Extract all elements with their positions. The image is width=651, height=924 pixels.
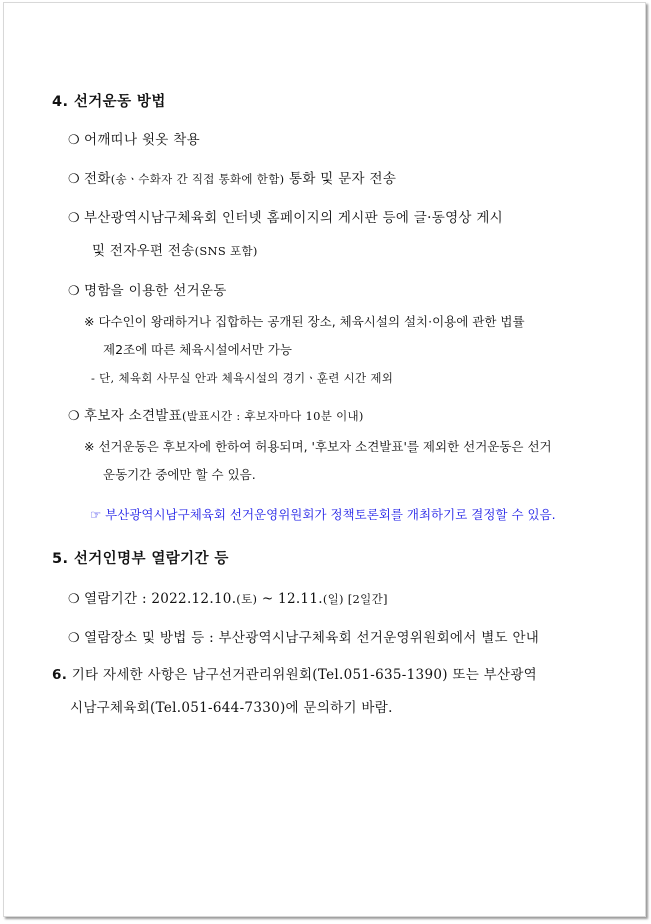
circle-bullet-icon: ❍ <box>68 172 80 187</box>
circle-bullet-icon: ❍ <box>68 631 80 646</box>
pointing-hand-note: ☞ 부산광역시남구체육회 선거운영위원회가 정책토론회를 개최하기로 결정할 수 있음. <box>90 507 556 522</box>
circle-bullet-icon: ❍ <box>68 133 80 148</box>
list-item: ❍ 열람장소 및 방법 등 : 부산광역시남구체육회 선거운영위원회에서 별도 안내 <box>68 630 540 646</box>
circle-bullet-icon: ❍ <box>68 284 80 299</box>
list-item: ❍ 부산광역시남구체육회 인터넷 홈페이지의 게시판 등에 글·동영상 게시 <box>68 210 504 226</box>
section-4-title: 4. 선거운동 방법 <box>52 94 166 110</box>
list-item: ❍ 후보자 소견발표(발표시간 : 후보자마다 10분 이내) <box>68 408 364 424</box>
list-item-continuation: 및 전자우편 전송(SNS 포함) <box>92 243 258 259</box>
circle-bullet-icon: ❍ <box>68 409 80 424</box>
list-item: ❍ 어깨띠나 윗옷 착용 <box>68 132 200 148</box>
list-item: ❍ 전화(송ㆍ수화자 간 직접 통화에 한함) 통화 및 문자 전송 <box>68 171 397 187</box>
list-item: ❍ 열람기간 : 2022.12.10.(토) ~ 12.11.(일) [2일간] <box>68 591 388 607</box>
note-text: - 단, 체육회 사무실 안과 체육시설의 경기ㆍ훈련 시간 제외 <box>91 371 394 385</box>
document-page <box>3 2 646 917</box>
circle-bullet-icon: ❍ <box>68 592 80 607</box>
section-6-line-1: 6. 기타 자세한 사항은 남구선거관리위원회(Tel.051-635-1390) 또는 부산광역 <box>52 667 538 683</box>
section-6-line-2: 시남구체육회(Tel.051-644-7330)에 문의하기 바람. <box>70 700 393 716</box>
section-5-title: 5. 선거인명부 열람기간 등 <box>52 551 229 567</box>
note-text: ※ 선거운동은 후보자에 한하여 허용되며, '후보자 소견발표'를 제외한 선거운동은 선거 <box>84 439 552 454</box>
list-item: ❍ 명함을 이용한 선거운동 <box>68 283 227 299</box>
circle-bullet-icon: ❍ <box>68 211 80 226</box>
note-text: 제2조에 따른 체육시설에서만 가능 <box>103 342 292 357</box>
note-text: 운동기간 중에만 할 수 있음. <box>103 467 256 482</box>
note-text: ※ 다수인이 왕래하거나 집합하는 공개된 장소, 체육시설의 설치·이용에 관한 법률 <box>84 314 525 329</box>
